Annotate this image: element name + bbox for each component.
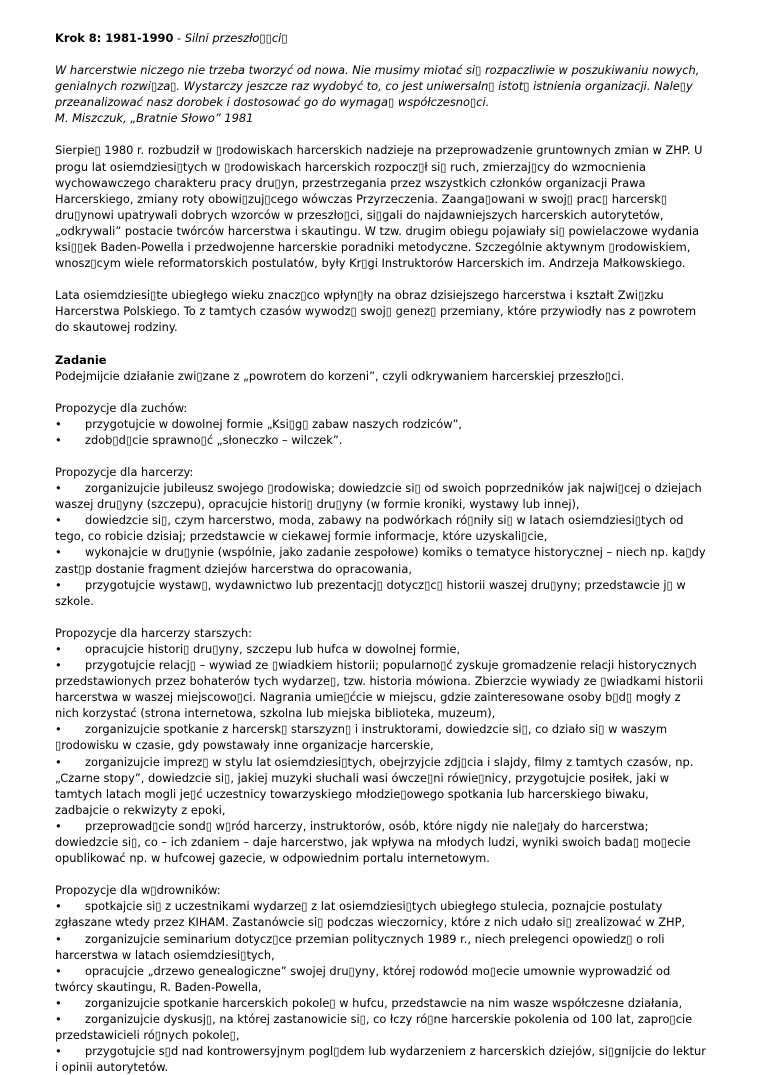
list-item: • wykonajcie w dru▯ynie (wspólnie, jako zadanie zespołowe) komiks o tematyce historycznej – niech np. ka▯dy zast▯p dostanie fragment dziejów harcerstwa do opracowania,: [55, 545, 706, 576]
list-item: • zdob▯d▯cie sprawno▯ć „słoneczko – wilczek”.: [55, 432, 343, 447]
list-item: • przygotujcie w dowolnej formie „Ksi▯g▯ zabaw naszych rodziców”,: [55, 416, 463, 431]
list-item: • spotkajcie si▯ z uczestnikami wydarze▯ z lat osiemdziesi▯tych ubiegłego stulecia, poznajcie postulaty zgłaszane wtedy przez KIHAM. Zastanówcie si▯ podczas wieczornicy, które z nich udało si▯ zrealizować w ZHP,: [55, 899, 686, 930]
group-heading: Propozycje dla w▯drowników:: [55, 883, 221, 898]
bullet-icon: •: [55, 577, 62, 592]
step-subtitle: Silni przeszło▯▯ci▯: [184, 31, 288, 45]
bullet-icon: •: [55, 899, 62, 914]
epigraph: [55, 62, 706, 126]
group-cubs: [55, 400, 706, 448]
bullet-icon: •: [55, 416, 62, 431]
bullet-icon: •: [55, 818, 62, 833]
task-heading: Zadanie: [55, 352, 107, 367]
list-item: • zorganizujcie imprez▯ w stylu lat osiemdziesi▯tych, obejrzyjcie zdj▯cia i slajdy, filmy z tamtych czasów, np. „Czarne stopy”, dowiedzcie si▯, jakiej muzyki słuchali wasi ówcze▯ni rówie▯nicy, przygotujcie posiłek, jaki w tamtych latach mogli je▯ć uczestnicy towarzyskiego młodzie▯owego spotkania lub harcerskiego biwaku, zadbajcie o rekwizyty z epoki,: [55, 754, 694, 817]
list-item: • zorganizujcie seminarium dotycz▯ce przemian politycznych 1989 r., niech prelegenci opowiedz▯ o roli harcerstwa w latach osiemdziesi▯tych,: [55, 931, 665, 962]
group-heading: Propozycje dla harcerzy starszych:: [55, 625, 253, 640]
group-heading: Propozycje dla zuchów:: [55, 400, 188, 415]
bullet-icon: •: [55, 754, 62, 769]
bullet-icon: •: [55, 513, 62, 528]
list-item: • przygotujcie wystaw▯, wydawnictwo lub prezentacj▯ dotycz▯c▯ historii waszej dru▯yny; przedstawcie j▯ w szkole.: [55, 577, 686, 608]
epigraph-text: W harcerstwie niczego nie trzeba tworzyć od nowa. Nie musimy miotać si▯ rozpaczliwie w poszukiwaniu nowych, genialnych rozwi▯za▯. Wystarczy jeszcze raz wydobyć to, co jest uniwersaln▯ istot▯ istnienia organizacji. Nale▯y przeanalizować nasz dorobek i dostosować go do wymaga▯ współczesno▯ci.: [55, 63, 700, 110]
group-scouts: [55, 464, 706, 609]
list-item: • przygotujcie s▯d nad kontrowersyjnym pogl▯dem lub wydarzeniem z harcerskich dziejów, si▯gnijcie do lektur i opinii autorytetów.: [55, 1044, 706, 1075]
list-item: • przygotujcie relacj▯ – wywiad ze ▯wiadkiem historii; popularno▯ć zyskuje gromadzenie relacji historycznych przedstawionych przez bohaterów tych wydarze▯, tzw. historia mówiona. Zbierzcie wywiady ze ▯wiadkami historii harcerstwa w waszej miejscowo▯ci. Nagrania umie▯ćcie w miejscu, gdzie zainteresowane osoby b▯d▯ mogły z nich korzystać (strona internetowa, szkolna lub miejska biblioteka, muzeum),: [55, 658, 704, 721]
step-header: [55, 30, 706, 46]
group-heading: Propozycje dla harcerzy:: [55, 464, 194, 479]
list-item: • zorganizujcie spotkanie harcerskich pokole▯ w hufcu, przedstawcie na nim wasze współczesne działania,: [55, 995, 683, 1010]
intro-paragraph-1: Sierpie▯ 1980 r. rozbudził w ▯rodowiskach harcerskich nadzieje na przeprowadzenie gruntownych zmian w ZHP. U progu lat osiemdziesi▯tych w ▯rodowiskach harcerskich rozpocz▯ł si▯ ruch, zmierzaj▯cy do wzmocnienia wychowawczego charakteru pracy dru▯yn, przestrzegania przez wszystkich członków organizacji Prawa Harcerskiego, zmiany roty obowi▯zuj▯cego wówczas Przyrzeczenia. Zaanga▯owani w swoj▯ prac▯ harcersk▯ dru▯ynowi upatrywali dobrych wzorców w przeszło▯ci, si▯gali do najdawniejszych harcerskich autorytetów, „odkrywali” postacie twórców harcerstwa i skautingu. W tzw. drugim obiegu pojawiały si▯ powielaczowe wydania ksi▯▯ek Baden-Powella i przedwojenne harcerskie poradniki metodyczne. Szczególnie aktywnym ▯rodowiskiem, wnosz▯cym wiele reformatorskich postulatów, były Kr▯gi Instruktorów Harcerskich im. Andrzeja Małkowskiego.: [55, 143, 703, 271]
bullet-icon: •: [55, 931, 62, 946]
bullet-icon: •: [55, 1011, 62, 1026]
list-item: • zorganizujcie dyskusj▯, na której zastanowicie si▯, co łczy ró▯ne harcerskie pokolenia od 100 lat, zapro▯cie przedstawicieli ró▯nych pokole▯,: [55, 1011, 693, 1043]
list-item: • opracujcie histori▯ dru▯yny, szczepu lub hufca w dowolnej formie,: [55, 641, 461, 656]
group-senior-scouts: [55, 625, 706, 866]
bullet-icon: •: [55, 432, 62, 447]
step-title: Krok 8: 1981-1990: [55, 31, 174, 45]
title-separator: -: [173, 31, 185, 45]
bullet-icon: •: [55, 481, 62, 496]
intro-paragraph-2: Lata osiemdziesi▯te ubiegłego wieku znacz▯co wpłyn▯ły na obraz dzisiejszego harcerstwa i kształt Zwi▯zku Harcerstwa Polskiego. To z tamtych czasów wywodz▯ swoj▯ genez▯ przemiany, które przywiodły nas z powrotem do skautowej rodziny.: [55, 288, 697, 335]
task-text: Podejmijcie działanie zwi▯zane z „powrotem do korzeni”, czyli odkrywaniem harcerskiej przeszło▯ci.: [55, 368, 625, 383]
list-item: • przeprowad▯cie sond▯ w▯ród harcerzy, instruktorów, osób, które nigdy nie nale▯ały do harcerstwa; dowiedzcie si▯, co – ich zdaniem – daje harcerstwo, jak wpływa na młodych ludzi, wyniki swoich bada▯ mo▯ecie opublikować np. w hufcowej gazecie, w odpowiednim portalu internetowym.: [55, 818, 691, 866]
list-item: • zorganizujcie jubileusz swojego ▯rodowiska; dowiedzcie si▯ od swoich poprzedników jak najwi▯cej o dziejach waszej dru▯yny (szczepu), opracujcie histori▯ dru▯yny (w formie kroniki, wystawy lub innej),: [55, 481, 702, 512]
bullet-icon: •: [55, 641, 62, 656]
list-item: • opracujcie „drzewo genealogiczne” swojej dru▯yny, której rodowód mo▯ecie umownie wyprowadzić od twórcy skautingu, R. Baden-Powella,: [55, 963, 671, 994]
bullet-icon: •: [55, 963, 62, 978]
bullet-icon: •: [55, 658, 62, 672]
list-item: • dowiedzcie si▯, czym harcerstwo, moda, zabawy na podwórkach ró▯niły si▯ w latach osiemdziesi▯tych od tego, co robicie dzisiaj; przedstawcie w ciekawej formie informacje, które uzyskali▯cie,: [55, 513, 684, 544]
bullet-icon: •: [55, 995, 62, 1010]
bullet-icon: •: [55, 1044, 62, 1059]
epigraph-author: M. Miszczuk, „Bratnie Słowo” 1981: [55, 111, 254, 126]
bullet-icon: •: [55, 722, 62, 737]
task-section: [55, 352, 706, 384]
group-rovers: [55, 882, 706, 1075]
bullet-icon: •: [55, 545, 62, 560]
list-item: • zorganizujcie spotkanie z harcersk▯ starszyzn▯ i instruktorami, dowiedzcie si▯, co działo si▯ w waszym ▯rodowisku w czasie, gdy powstawały inne organizacje harcerskie,: [55, 722, 668, 753]
